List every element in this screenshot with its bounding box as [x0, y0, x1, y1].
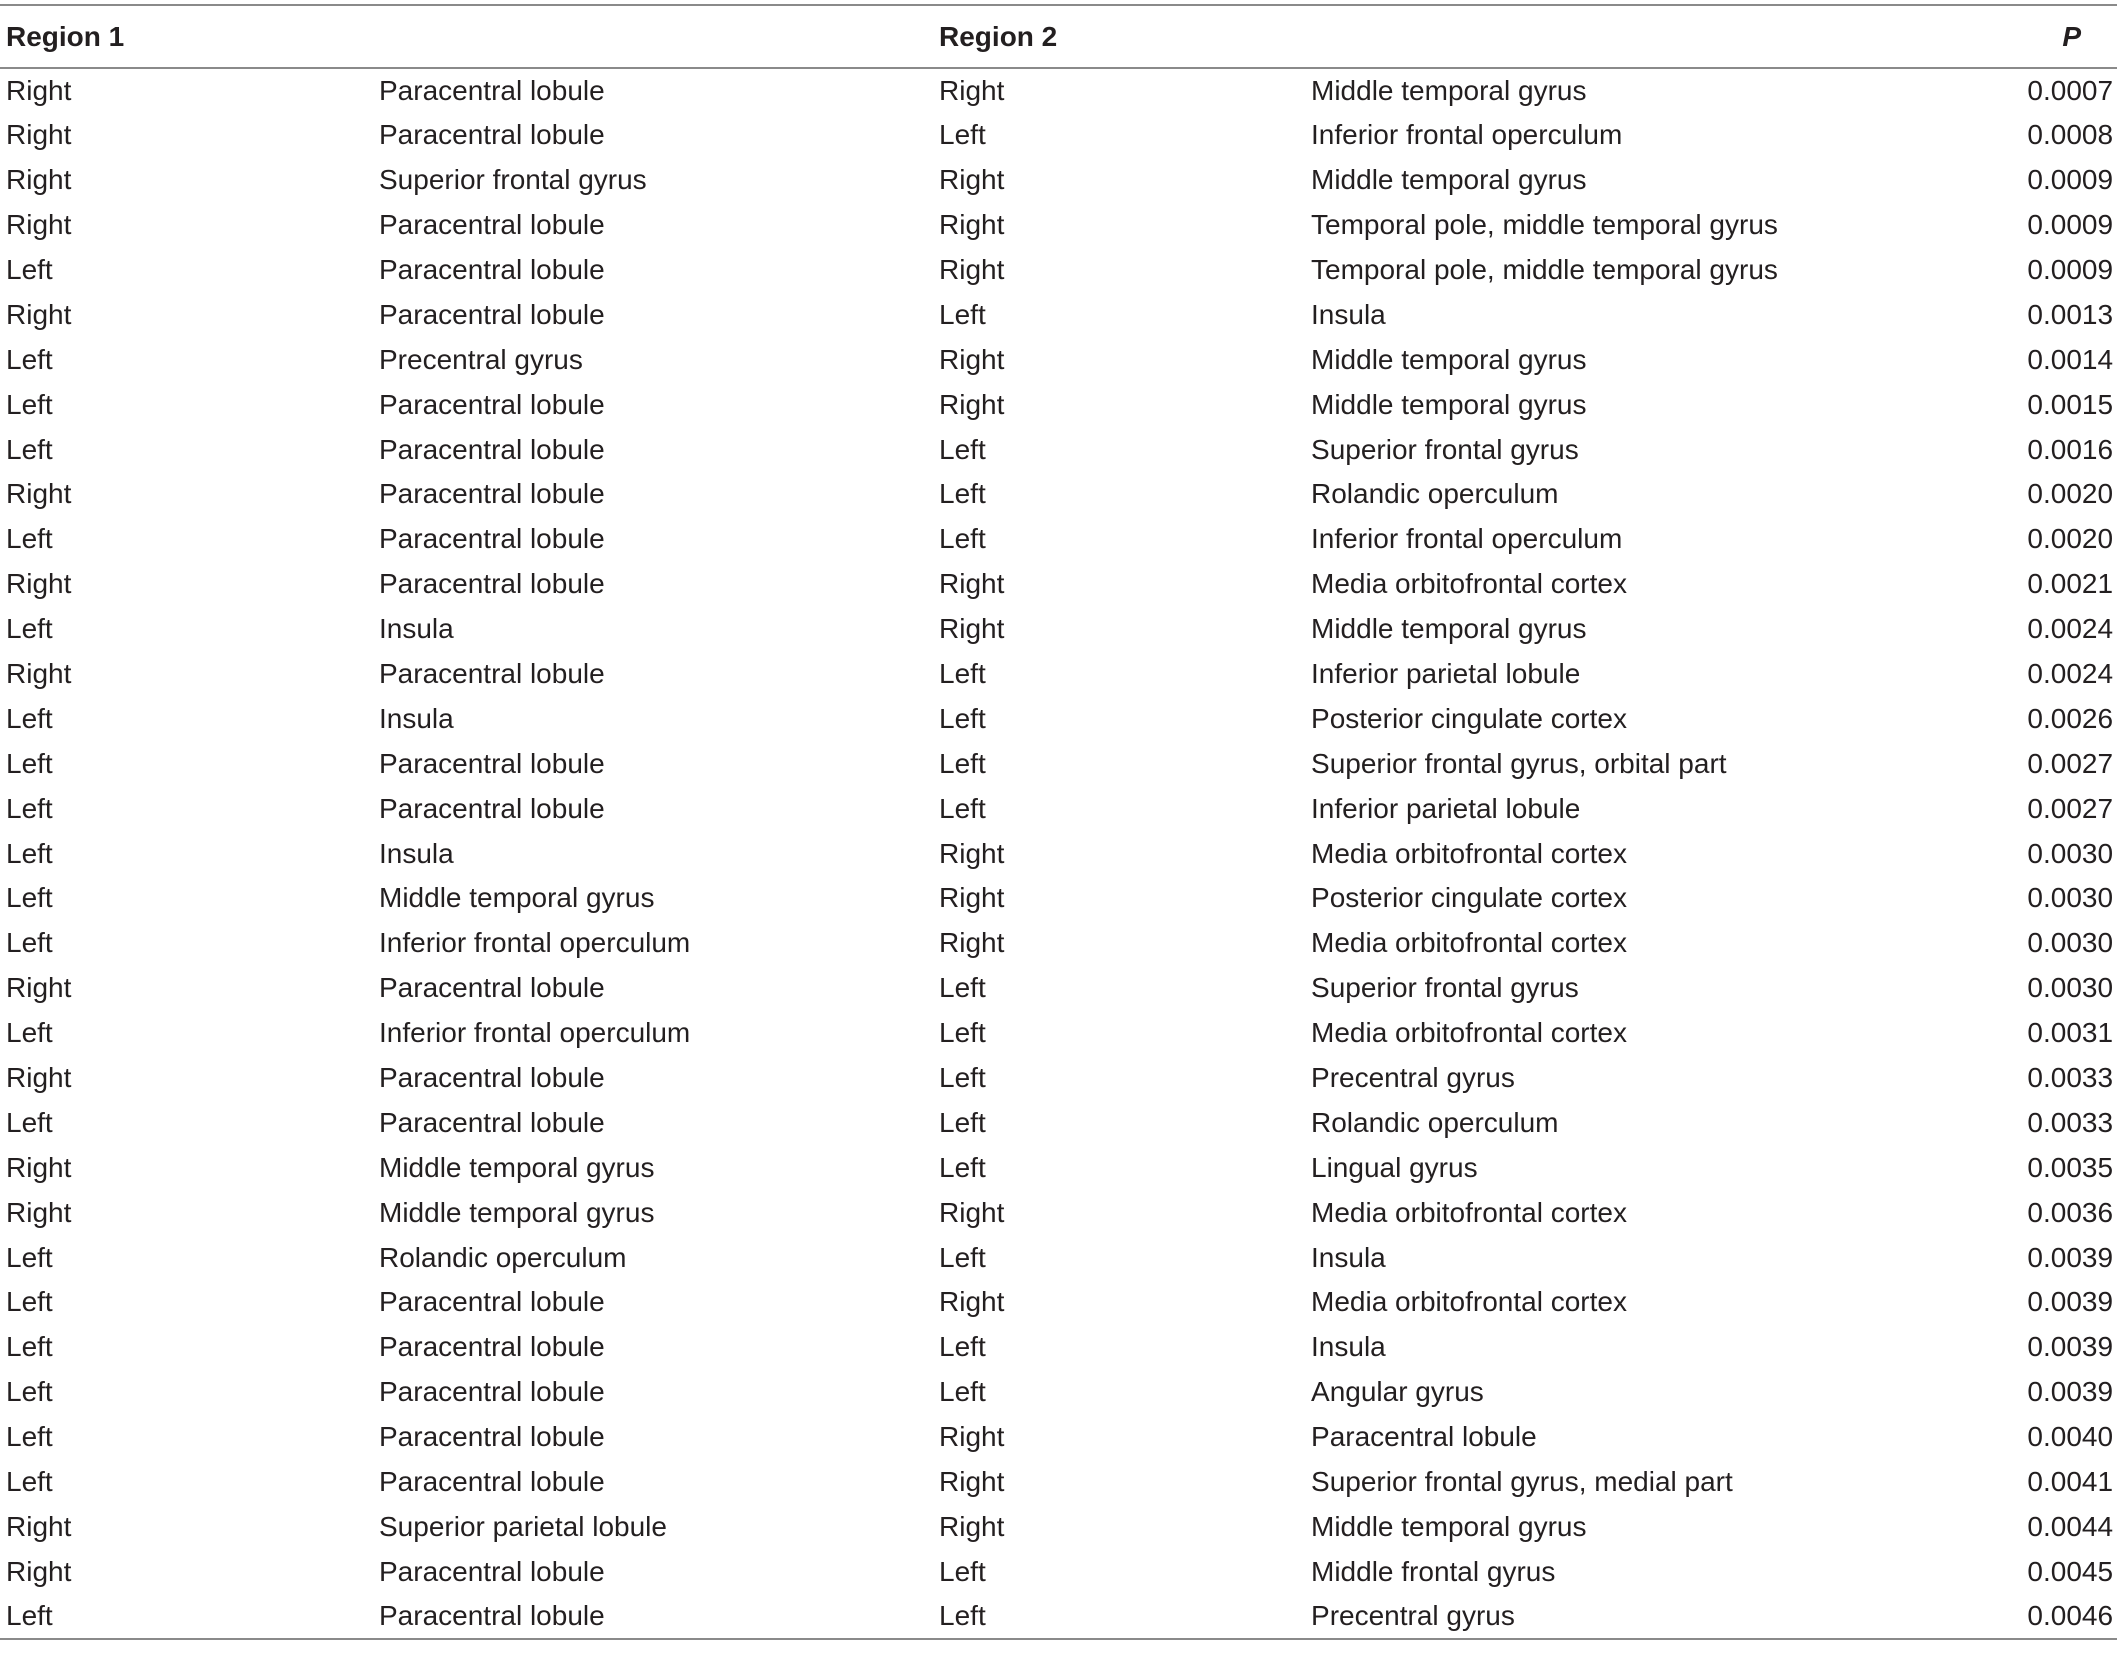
- region1-area-cell: Middle temporal gyrus: [379, 882, 655, 914]
- p-value-cell: 0.0030: [2027, 972, 2114, 1004]
- region1-area-cell: Paracentral lobule: [379, 433, 605, 465]
- region1-area-cell: Superior frontal gyrus: [379, 164, 647, 196]
- p-value-cell: 0.0027: [2027, 792, 2114, 824]
- table-row: [0, 1011, 2117, 1056]
- region2-area-cell: Middle temporal gyrus: [1311, 388, 1587, 420]
- region2-area-cell: Inferior parietal lobule: [1311, 658, 1581, 690]
- table-row: [0, 337, 2117, 382]
- region2-area-cell: Inferior frontal operculum: [1311, 119, 1623, 151]
- region1-area-cell: Rolandic operculum: [379, 1241, 627, 1273]
- region2-area-cell: Middle temporal gyrus: [1311, 1510, 1587, 1542]
- table-row: [0, 382, 2117, 427]
- region1-area-cell: Middle temporal gyrus: [379, 1151, 655, 1183]
- p-value-cell: 0.0013: [2027, 298, 2114, 330]
- table-row: [0, 1280, 2117, 1325]
- region1-side-cell: Left: [6, 1241, 53, 1273]
- region2-area-cell: Middle temporal gyrus: [1311, 613, 1587, 645]
- region1-side-cell: Right: [6, 478, 72, 510]
- region2-side-cell: Left: [939, 1106, 986, 1138]
- region2-side-cell: Left: [939, 1062, 986, 1094]
- table-row: [0, 113, 2117, 158]
- region2-side-cell: Right: [939, 837, 1005, 869]
- p-value-cell: 0.0033: [2027, 1062, 2114, 1094]
- region1-area-cell: Inferior frontal operculum: [379, 1017, 691, 1049]
- region2-area-cell: Precentral gyrus: [1311, 1062, 1515, 1094]
- table-row: [0, 1549, 2117, 1594]
- region2-side-cell: Right: [939, 343, 1005, 375]
- table-body: [0, 68, 2117, 1639]
- region2-side-cell: Left: [939, 119, 986, 151]
- region1-side-cell: Left: [6, 837, 53, 869]
- region2-area-cell: Insula: [1311, 298, 1386, 330]
- region1-side-cell: Left: [6, 702, 53, 734]
- table-row: [0, 203, 2117, 248]
- region2-area-cell: Insula: [1311, 1241, 1386, 1273]
- region1-area-cell: Paracentral lobule: [379, 1286, 605, 1318]
- p-value-cell: 0.0036: [2027, 1196, 2114, 1228]
- region2-side-cell: Right: [939, 1286, 1005, 1318]
- region1-side-cell: Left: [6, 1331, 53, 1363]
- p-value-cell: 0.0024: [2027, 613, 2114, 645]
- table-row: [0, 1415, 2117, 1460]
- table-row: [0, 696, 2117, 741]
- header-p-value: P: [1965, 5, 2117, 68]
- p-value-cell: 0.0020: [2027, 523, 2114, 555]
- table-row: [0, 1100, 2117, 1145]
- p-value-cell: 0.0030: [2027, 882, 2114, 914]
- region2-side-cell: Left: [939, 658, 986, 690]
- region2-side-cell: Left: [939, 298, 986, 330]
- table-row: [0, 786, 2117, 831]
- region1-side-cell: Left: [6, 1466, 53, 1498]
- region1-side-cell: Right: [6, 209, 72, 241]
- region1-area-cell: Paracentral lobule: [379, 1376, 605, 1408]
- region2-area-cell: Rolandic operculum: [1311, 1106, 1559, 1138]
- table-row: [0, 1235, 2117, 1280]
- p-value-cell: 0.0026: [2027, 702, 2114, 734]
- region2-area-cell: Media orbitofrontal cortex: [1311, 1017, 1627, 1049]
- region2-side-cell: Left: [939, 433, 986, 465]
- region1-side-cell: Right: [6, 1510, 72, 1542]
- p-value-cell: 0.0030: [2027, 927, 2114, 959]
- region2-side-cell: Left: [939, 1376, 986, 1408]
- region2-side-cell: Left: [939, 747, 986, 779]
- p-value-cell: 0.0027: [2027, 747, 2114, 779]
- table-row: [0, 562, 2117, 607]
- table-row: [0, 1594, 2117, 1639]
- region2-area-cell: Middle frontal gyrus: [1311, 1555, 1556, 1587]
- connectivity-table-container: [0, 4, 2117, 1640]
- region1-area-cell: Inferior frontal operculum: [379, 927, 691, 959]
- region1-area-cell: Precentral gyrus: [379, 343, 583, 375]
- region2-area-cell: Superior frontal gyrus: [1311, 433, 1579, 465]
- region1-area-cell: Paracentral lobule: [379, 1331, 605, 1363]
- table-row: [0, 1145, 2117, 1190]
- region1-area-cell: Paracentral lobule: [379, 792, 605, 824]
- region2-area-cell: Temporal pole, middle temporal gyrus: [1311, 254, 1778, 285]
- p-value-cell: 0.0041: [2027, 1466, 2114, 1498]
- header-region-1: Region 1: [0, 5, 933, 68]
- table-row: [0, 741, 2117, 786]
- region1-side-cell: Left: [6, 1017, 53, 1049]
- region1-side-cell: Left: [6, 1421, 53, 1453]
- table-row: [0, 1370, 2117, 1415]
- table-row: [0, 1460, 2117, 1505]
- header-region-2: Region 2: [933, 5, 1965, 68]
- region1-area-cell: Paracentral lobule: [379, 254, 605, 285]
- region2-side-cell: Right: [939, 209, 1005, 241]
- region1-area-cell: Paracentral lobule: [379, 478, 605, 510]
- p-value-cell: 0.0020: [2027, 478, 2114, 510]
- table-row: [0, 1190, 2117, 1235]
- table-row: [0, 876, 2117, 921]
- region2-side-cell: Left: [939, 478, 986, 510]
- region1-side-cell: Right: [6, 972, 72, 1004]
- region2-area-cell: Angular gyrus: [1311, 1376, 1484, 1408]
- region2-side-cell: Right: [939, 1196, 1005, 1228]
- region2-side-cell: Left: [939, 1331, 986, 1363]
- region2-area-cell: Middle temporal gyrus: [1311, 343, 1587, 375]
- p-value-cell: 0.0039: [2027, 1241, 2114, 1273]
- p-value-cell: 0.0021: [2027, 568, 2114, 600]
- table-row: [0, 68, 2117, 113]
- region2-area-cell: Middle temporal gyrus: [1311, 74, 1587, 106]
- region1-area-cell: Middle temporal gyrus: [379, 1196, 655, 1228]
- region2-area-cell: Temporal pole, middle temporal gyrus: [1311, 209, 1778, 241]
- region1-side-cell: Left: [6, 254, 53, 285]
- p-value-cell: 0.0039: [2027, 1376, 2114, 1408]
- region1-area-cell: Insula: [379, 613, 454, 645]
- region2-area-cell: Inferior frontal operculum: [1311, 523, 1623, 555]
- p-value-cell: 0.0016: [2027, 433, 2114, 465]
- region2-area-cell: Paracentral lobule: [1311, 1421, 1537, 1453]
- region2-area-cell: Posterior cingulate cortex: [1311, 702, 1627, 734]
- region2-area-cell: Superior frontal gyrus, medial part: [1311, 1466, 1733, 1498]
- region2-side-cell: Right: [939, 388, 1005, 420]
- region1-side-cell: Right: [6, 298, 72, 330]
- region1-area-cell: Paracentral lobule: [379, 209, 605, 241]
- region1-area-cell: Paracentral lobule: [379, 1106, 605, 1138]
- region2-area-cell: Insula: [1311, 1331, 1386, 1363]
- table-row: [0, 517, 2117, 562]
- table-row: [0, 831, 2117, 876]
- region2-area-cell: Media orbitofrontal cortex: [1311, 837, 1627, 869]
- region1-area-cell: Paracentral lobule: [379, 74, 605, 106]
- p-value-cell: 0.0008: [2027, 119, 2114, 151]
- table-row: [0, 921, 2117, 966]
- table-row: [0, 292, 2117, 337]
- table-row: [0, 427, 2117, 472]
- region1-side-cell: Left: [6, 927, 53, 959]
- region2-side-cell: Left: [939, 1241, 986, 1273]
- table-row: [0, 1505, 2117, 1550]
- region2-side-cell: Left: [939, 1017, 986, 1049]
- region2-side-cell: Left: [939, 972, 986, 1004]
- region1-area-cell: Paracentral lobule: [379, 388, 605, 420]
- region2-area-cell: Media orbitofrontal cortex: [1311, 1196, 1627, 1228]
- region1-side-cell: Left: [6, 747, 53, 779]
- region2-side-cell: Right: [939, 1421, 1005, 1453]
- p-value-cell: 0.0031: [2027, 1017, 2114, 1049]
- region1-side-cell: Right: [6, 568, 72, 600]
- region2-side-cell: Right: [939, 1510, 1005, 1542]
- region1-area-cell: Paracentral lobule: [379, 1421, 605, 1453]
- p-value-cell: 0.0009: [2027, 209, 2114, 241]
- region1-area-cell: Paracentral lobule: [379, 119, 605, 151]
- region1-side-cell: Right: [6, 1062, 72, 1094]
- table-row: [0, 1056, 2117, 1101]
- region1-side-cell: Left: [6, 388, 53, 420]
- p-value-cell: 0.0040: [2027, 1421, 2114, 1453]
- region1-side-cell: Left: [6, 1286, 53, 1318]
- p-value-cell: 0.0044: [2027, 1510, 2114, 1542]
- region2-side-cell: Right: [939, 613, 1005, 645]
- region1-area-cell: Insula: [379, 702, 454, 734]
- region2-area-cell: Media orbitofrontal cortex: [1311, 568, 1627, 600]
- table-row: [0, 1325, 2117, 1370]
- region1-side-cell: Right: [6, 164, 72, 196]
- region1-side-cell: Right: [6, 119, 72, 151]
- p-value-cell: 0.0030: [2027, 837, 2114, 869]
- region2-side-cell: Right: [939, 1466, 1005, 1498]
- table-row: [0, 966, 2117, 1011]
- p-value-cell: 0.0035: [2027, 1151, 2114, 1183]
- region2-area-cell: Superior frontal gyrus: [1311, 972, 1579, 1004]
- table-row: [0, 607, 2117, 652]
- region1-side-cell: Left: [6, 613, 53, 645]
- p-value-cell: 0.0024: [2027, 658, 2114, 690]
- region2-area-cell: Inferior parietal lobule: [1311, 792, 1581, 824]
- p-value-cell: 0.0033: [2027, 1106, 2114, 1138]
- p-value-cell: 0.0009: [2027, 164, 2114, 196]
- table-row: [0, 158, 2117, 203]
- region1-side-cell: Left: [6, 343, 53, 375]
- p-value-cell: 0.0009: [2027, 254, 2114, 285]
- region1-area-cell: Paracentral lobule: [379, 523, 605, 555]
- header-row: [0, 5, 2117, 68]
- region1-side-cell: Right: [6, 658, 72, 690]
- region1-area-cell: Paracentral lobule: [379, 747, 605, 779]
- region1-side-cell: Right: [6, 1151, 72, 1183]
- region2-side-cell: Right: [939, 568, 1005, 600]
- region1-area-cell: Paracentral lobule: [379, 1555, 605, 1587]
- table-row: [0, 248, 2117, 293]
- table-row: [0, 472, 2117, 517]
- p-value-cell: 0.0007: [2027, 74, 2114, 106]
- region2-area-cell: Media orbitofrontal cortex: [1311, 927, 1627, 959]
- region1-side-cell: Left: [6, 433, 53, 465]
- region1-side-cell: Right: [6, 1555, 72, 1587]
- region2-area-cell: Media orbitofrontal cortex: [1311, 1286, 1627, 1318]
- region1-area-cell: Paracentral lobule: [379, 972, 605, 1004]
- region2-side-cell: Left: [939, 1151, 986, 1183]
- region2-area-cell: Posterior cingulate cortex: [1311, 882, 1627, 914]
- region1-side-cell: Left: [0, 1594, 373, 1639]
- region2-side-cell: Left: [933, 1594, 1305, 1639]
- region1-area-cell: Paracentral lobule: [373, 1594, 933, 1639]
- table-header: [0, 5, 2117, 68]
- region2-side-cell: Left: [939, 523, 986, 555]
- p-value-cell: 0.0015: [2027, 388, 2114, 420]
- p-value-cell: 0.0039: [2027, 1331, 2114, 1363]
- region2-area-cell: Superior frontal gyrus, orbital part: [1311, 747, 1727, 779]
- region1-side-cell: Left: [6, 792, 53, 824]
- p-value-cell: 0.0046: [1965, 1594, 2117, 1639]
- region2-area-cell: Lingual gyrus: [1311, 1151, 1478, 1183]
- region2-area-cell: Middle temporal gyrus: [1311, 164, 1587, 196]
- region1-area-cell: Paracentral lobule: [379, 1062, 605, 1094]
- region2-side-cell: Right: [939, 74, 1005, 106]
- region1-area-cell: Paracentral lobule: [379, 298, 605, 330]
- region1-area-cell: Insula: [379, 837, 454, 869]
- region2-side-cell: Right: [939, 254, 1005, 285]
- region1-area-cell: Superior parietal lobule: [379, 1510, 667, 1542]
- region1-side-cell: Left: [6, 523, 53, 555]
- p-value-cell: 0.0014: [2027, 343, 2114, 375]
- region2-area-cell: Rolandic operculum: [1311, 478, 1559, 510]
- region2-area-cell: Precentral gyrus: [1305, 1594, 1965, 1639]
- region1-area-cell: Paracentral lobule: [379, 568, 605, 600]
- region1-side-cell: Right: [6, 1196, 72, 1228]
- region1-area-cell: Paracentral lobule: [379, 658, 605, 690]
- region1-side-cell: Left: [6, 1376, 53, 1408]
- region2-side-cell: Right: [939, 927, 1005, 959]
- connectivity-table: [0, 4, 2117, 1640]
- region2-side-cell: Left: [939, 1555, 986, 1587]
- region2-side-cell: Left: [939, 792, 986, 824]
- region2-side-cell: Right: [939, 164, 1005, 196]
- region1-side-cell: Left: [6, 1106, 53, 1138]
- table-row: [0, 652, 2117, 697]
- region1-side-cell: Right: [6, 74, 72, 106]
- region1-side-cell: Left: [6, 882, 53, 914]
- p-value-cell: 0.0039: [2027, 1286, 2114, 1318]
- region1-area-cell: Paracentral lobule: [379, 1466, 605, 1498]
- p-value-cell: 0.0045: [2027, 1555, 2114, 1587]
- region2-side-cell: Left: [939, 702, 986, 734]
- region2-side-cell: Right: [939, 882, 1005, 914]
